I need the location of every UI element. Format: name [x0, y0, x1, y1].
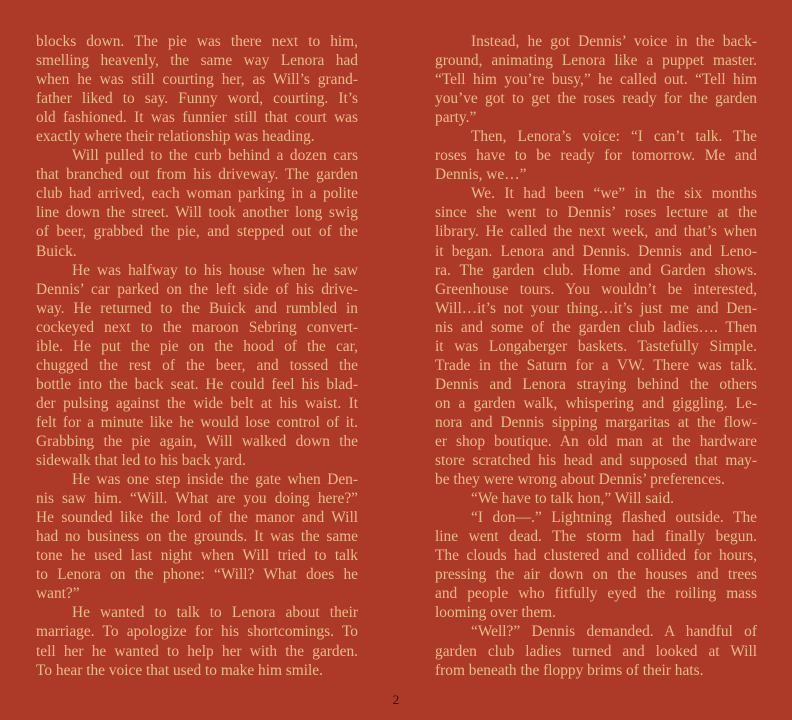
text-line: He was halfway to his house when he saw — [72, 261, 358, 279]
text-line: Dennis, we…” — [435, 166, 527, 184]
text-line: “We have to talk hon,” Will said. — [471, 490, 675, 508]
text-line: looming over them. — [435, 604, 556, 622]
text-line: He was one step inside the gate when Den- — [72, 471, 358, 489]
text-line: store scratched his head and supposed that may- — [435, 452, 757, 470]
text-line: be they were wrong about Dennis’ preferences. — [435, 471, 725, 489]
text-line: from beneath the floppy brims of their hats. — [435, 661, 704, 679]
text-line: chugged the rest of the beer, and tossed the — [36, 356, 358, 374]
page-number: 2 — [392, 692, 400, 707]
text-line: We. It had been “we” in the six months — [471, 185, 757, 203]
text-line: to Lenora on the phone: “Will? What does he — [36, 566, 358, 584]
text-line: He sounded like the lord of the manor and Will — [36, 509, 358, 527]
text-line: Instead, he got Dennis’ voice in the back- — [471, 33, 757, 50]
text-line: garden club ladies turned and looked at Will — [435, 642, 757, 660]
text-line: Trade in the Saturn for a VW. There was talk. — [435, 356, 757, 374]
text-line: line down the street. Will took another long swig — [36, 204, 358, 222]
text-line: exactly where their relationship was heading. — [36, 128, 315, 146]
text-line: it was Longaberger baskets. Tastefully Simple. — [435, 337, 757, 355]
text-line: blocks down. The pie was there next to him, — [36, 33, 358, 50]
text-line: “I don—.” Lightning flashed outside. The — [471, 509, 757, 527]
text-line: “Well?” Dennis demanded. A handful of — [471, 623, 757, 641]
text-line: on a garden walk, whispering and giggling. Le- — [435, 394, 757, 412]
text-line: and people who fitfully eyed the roiling mass — [435, 585, 757, 603]
text-line: The clouds had clustered and collided for hours, — [435, 547, 757, 565]
text-line: “Tell him you’re busy,” he called out. “Tell him — [435, 71, 757, 89]
text-line: der pulsing against the wide belt at his waist. It — [36, 394, 358, 412]
text-line: felt for a minute like he would lose control of it. — [36, 413, 358, 431]
text-line: er shop boutique. An old man at the hardware — [435, 432, 757, 450]
text-line: bottle into the back seat. He could feel his blad- — [36, 375, 358, 393]
text-line: smelling heavenly, the same way Lenora had — [36, 52, 358, 70]
left-text-column — [36, 32, 358, 680]
text-line: way. He returned to the Buick and rumbled in — [36, 299, 358, 317]
text-line: nis saw him. “Will. What are you doing here?” — [36, 490, 358, 508]
text-line: marriage. To apologize for his shortcomings. To — [36, 623, 358, 641]
text-line: Dennis and Lenora straying behind the others — [435, 375, 757, 393]
text-line: had no business on the grounds. It was the same — [36, 528, 358, 546]
text-line: father liked to say. Funny word, courting. It’s — [36, 90, 358, 108]
text-line: ible. He put the pie on the hood of the car, — [36, 337, 358, 355]
text-line: old fashioned. It was funnier still that court was — [36, 109, 358, 127]
text-line: line went dead. The storm had finally begun. — [435, 528, 757, 546]
text-line: you’ve got to get the roses ready for the garden — [435, 90, 757, 108]
right-text-column — [435, 32, 757, 680]
text-line: it began. Lenora and Dennis. Dennis and Leno- — [435, 242, 757, 260]
text-line: library. He called the next week, and that’s when — [435, 223, 757, 241]
text-line: of beer, grabbed the pie, and stepped out of the — [36, 223, 358, 241]
text-line: roses have to be ready for tomorrow. Me and — [435, 147, 757, 165]
text-line: when he was still courting her, as Will’s grand- — [36, 71, 358, 89]
text-line: He wanted to talk to Lenora about their — [72, 604, 358, 622]
text-line: club had arrived, each woman parking in a polite — [36, 185, 358, 203]
text-line: nis and some of the garden club ladies…. Then — [435, 318, 757, 336]
text-line: Grabbing the pie again, Will walked down the — [36, 432, 358, 450]
text-line: Will…it’s not your thing…it’s just me and Den- — [435, 299, 757, 317]
text-line: cockeyed next to the maroon Sebring convert- — [36, 318, 358, 336]
text-line: sidewalk that led to his back yard. — [36, 452, 246, 470]
text-line: Then, Lenora’s voice: “I can’t talk. The — [471, 128, 757, 146]
text-line: To hear the voice that used to make him smile. — [36, 661, 323, 679]
text-line: tell her he wanted to help her with the garden. — [36, 642, 358, 660]
text-line: tone he used last night when Will tried to talk — [36, 547, 358, 565]
text-line: that branched out from his driveway. The garden — [36, 166, 358, 184]
text-line: party.” — [435, 109, 477, 127]
text-line: Buick. — [36, 242, 77, 260]
text-line: since she went to Dennis’ roses lecture at the — [435, 204, 757, 222]
text-line: pressing the air down on the houses and trees — [435, 566, 757, 584]
text-line: Dennis’ car parked on the left side of his drive- — [36, 280, 358, 298]
text-line: ground, animating Lenora like a puppet master. — [435, 52, 757, 70]
text-line: ra. The garden club. Home and Garden shows. — [435, 261, 757, 279]
text-line: Will pulled to the curb behind a dozen cars — [72, 147, 358, 165]
text-line: Greenhouse tours. You wouldn’t be interested, — [435, 280, 757, 298]
text-line: nora and Dennis sipping margaritas at the flow- — [435, 413, 757, 431]
text-line: want?” — [36, 585, 80, 603]
